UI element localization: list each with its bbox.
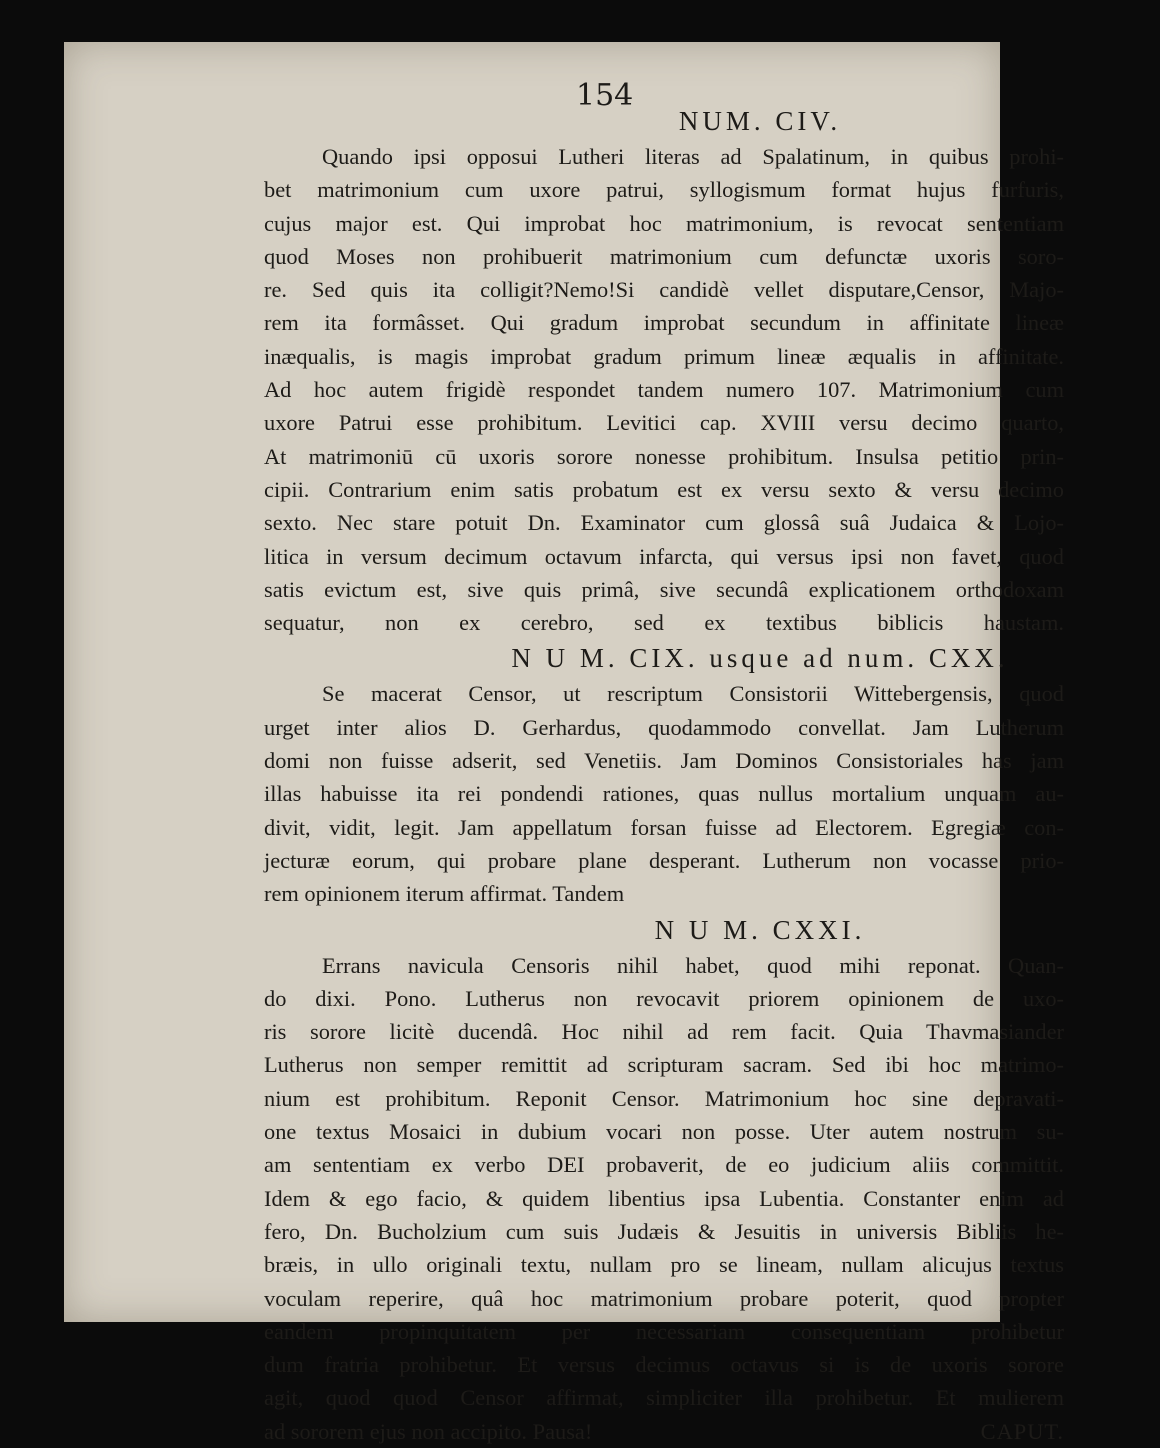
- text-line: divit, vidit, legit. Jam appellatum forsan fuisse ad Electorem. Egregiæ con-: [264, 814, 1064, 840]
- text-line: ris sorore licitè ducendâ. Hoc nihil ad rem facit. Quia Thavmasiander: [264, 1019, 1064, 1045]
- text-line: sequatur, non ex cerebro, sed ex textibus biblicis haustam.: [264, 610, 1064, 636]
- text-line: rem opinionem iterum affirmat. Tandem: [264, 881, 625, 907]
- text-line: Se macerat Censor, ut rescriptum Consistorii Wittebergensis, quod: [322, 681, 1064, 707]
- text-line: cipii. Contrarium enim satis probatum est ex versu sexto & versu decimo: [264, 476, 1064, 502]
- catchword: CAPUT.: [980, 1418, 1064, 1444]
- text-line: litica in versum decimum octavum infarcta, qui versus ipsi non favet, quod: [264, 543, 1064, 569]
- closing-text: ad sororem ejus non accipito. Pausa!: [264, 1418, 593, 1444]
- text-line: Idem & ego facio, & quidem libentius ipsa Lubentia. Constanter enim ad: [264, 1185, 1064, 1211]
- text-line: cujus major est. Qui improbat hoc matrimonium, is revocat sententiam: [264, 210, 1064, 236]
- text-line: jecturæ eorum, qui probare plane desperant. Lutherum non vocasse prio-: [264, 847, 1064, 873]
- text-line: nium est prohibitum. Reponit Censor. Matrimonium hoc sine depravati-: [264, 1085, 1064, 1111]
- section-heading: N U M. CIX. usque ad num. CXX.: [511, 643, 1009, 674]
- text-line: rem ita formâsset. Qui gradum improbat secundum in affinitate lineæ: [264, 310, 1064, 336]
- text-line: satis evictum est, sive quis primâ, sive secundâ explicationem orthodoxam: [264, 576, 1064, 602]
- text-line: Quando ipsi opposui Lutheri literas ad Spalatinum, in quibus prohi-: [322, 144, 1064, 169]
- text-line: fero, Dn. Bucholzium cum suis Judæis & Jesuitis in universis Bibliis he-: [264, 1218, 1064, 1244]
- closing-line: [264, 1415, 1064, 1448]
- text-block: [264, 102, 1064, 1448]
- text-line: agit, quod quod Censor affirmat, simpliciter illa prohibetur. Et mulierem: [264, 1385, 1064, 1411]
- section-heading: NUM. CIV.: [678, 106, 842, 136]
- text-line: uxore Patrui esse prohibitum. Levitici cap. XVIII versu decimo quarto,: [264, 410, 1064, 436]
- text-line: bræis, in ullo originali textu, nullam pro se lineam, nullam alicujus textus: [264, 1252, 1064, 1278]
- text-line: Ad hoc autem frigidè respondet tandem numero 107. Matrimonium cum: [264, 377, 1064, 403]
- text-line: domi non fuisse adserit, sed Venetiis. Jam Dominos Consistoriales has jam: [264, 748, 1064, 774]
- text-line: sexto. Nec stare potuit Dn. Examinator cum glossâ suâ Judaica & Lojo-: [264, 510, 1064, 536]
- text-line: bet matrimonium cum uxore patrui, syllogismum format hujus furfuris,: [264, 177, 1064, 203]
- text-line: inæqualis, is magis improbat gradum primum lineæ æqualis in affinitate.: [264, 343, 1064, 369]
- text-line: urget inter alios D. Gerhardus, quodammodo convellat. Jam Lutherum: [264, 714, 1064, 740]
- text-line: illas habuisse ita rei pondendi rationes, quas nullus mortalium unquam au-: [264, 781, 1064, 807]
- page-number: 154: [576, 78, 634, 113]
- text-line: eandem propinquitatem per necessariam consequentiam prohibetur: [264, 1318, 1064, 1344]
- book-page: [64, 42, 1064, 1444]
- text-line: am sententiam ex verbo DEI probaverit, de eo judicium aliis committit.: [264, 1152, 1064, 1178]
- text-line: one textus Mosaici in dubium vocari non posse. Uter autem nostrum su-: [264, 1119, 1064, 1145]
- text-line: At matrimoniū cū uxoris sorore nonesse prohibitum. Insulsa petitio prin-: [264, 443, 1064, 469]
- text-line: quod Moses non prohibuerit matrimonium cum defunctæ uxoris soro-: [264, 243, 1064, 269]
- text-line: voculam reperire, quâ hoc matrimonium probare poterit, quod propter: [264, 1285, 1064, 1311]
- section-heading: N U M. CXXI.: [654, 914, 866, 945]
- text-line: re. Sed quis ita colligit?Nemo!Si candidè vellet disputare,Censor, Majo-: [264, 277, 1064, 303]
- text-line: dum fratria prohibetur. Et versus decimus octavus si is de uxoris sorore: [264, 1352, 1064, 1378]
- text-line: Errans navicula Censoris nihil habet, quod mihi reponat. Quan-: [322, 952, 1064, 978]
- text-line: Lutherus non semper remittit ad scripturam sacram. Sed ibi hoc matrimo-: [264, 1052, 1064, 1078]
- text-line: do dixi. Pono. Lutherus non revocavit priorem opinionem de uxo-: [264, 985, 1064, 1011]
